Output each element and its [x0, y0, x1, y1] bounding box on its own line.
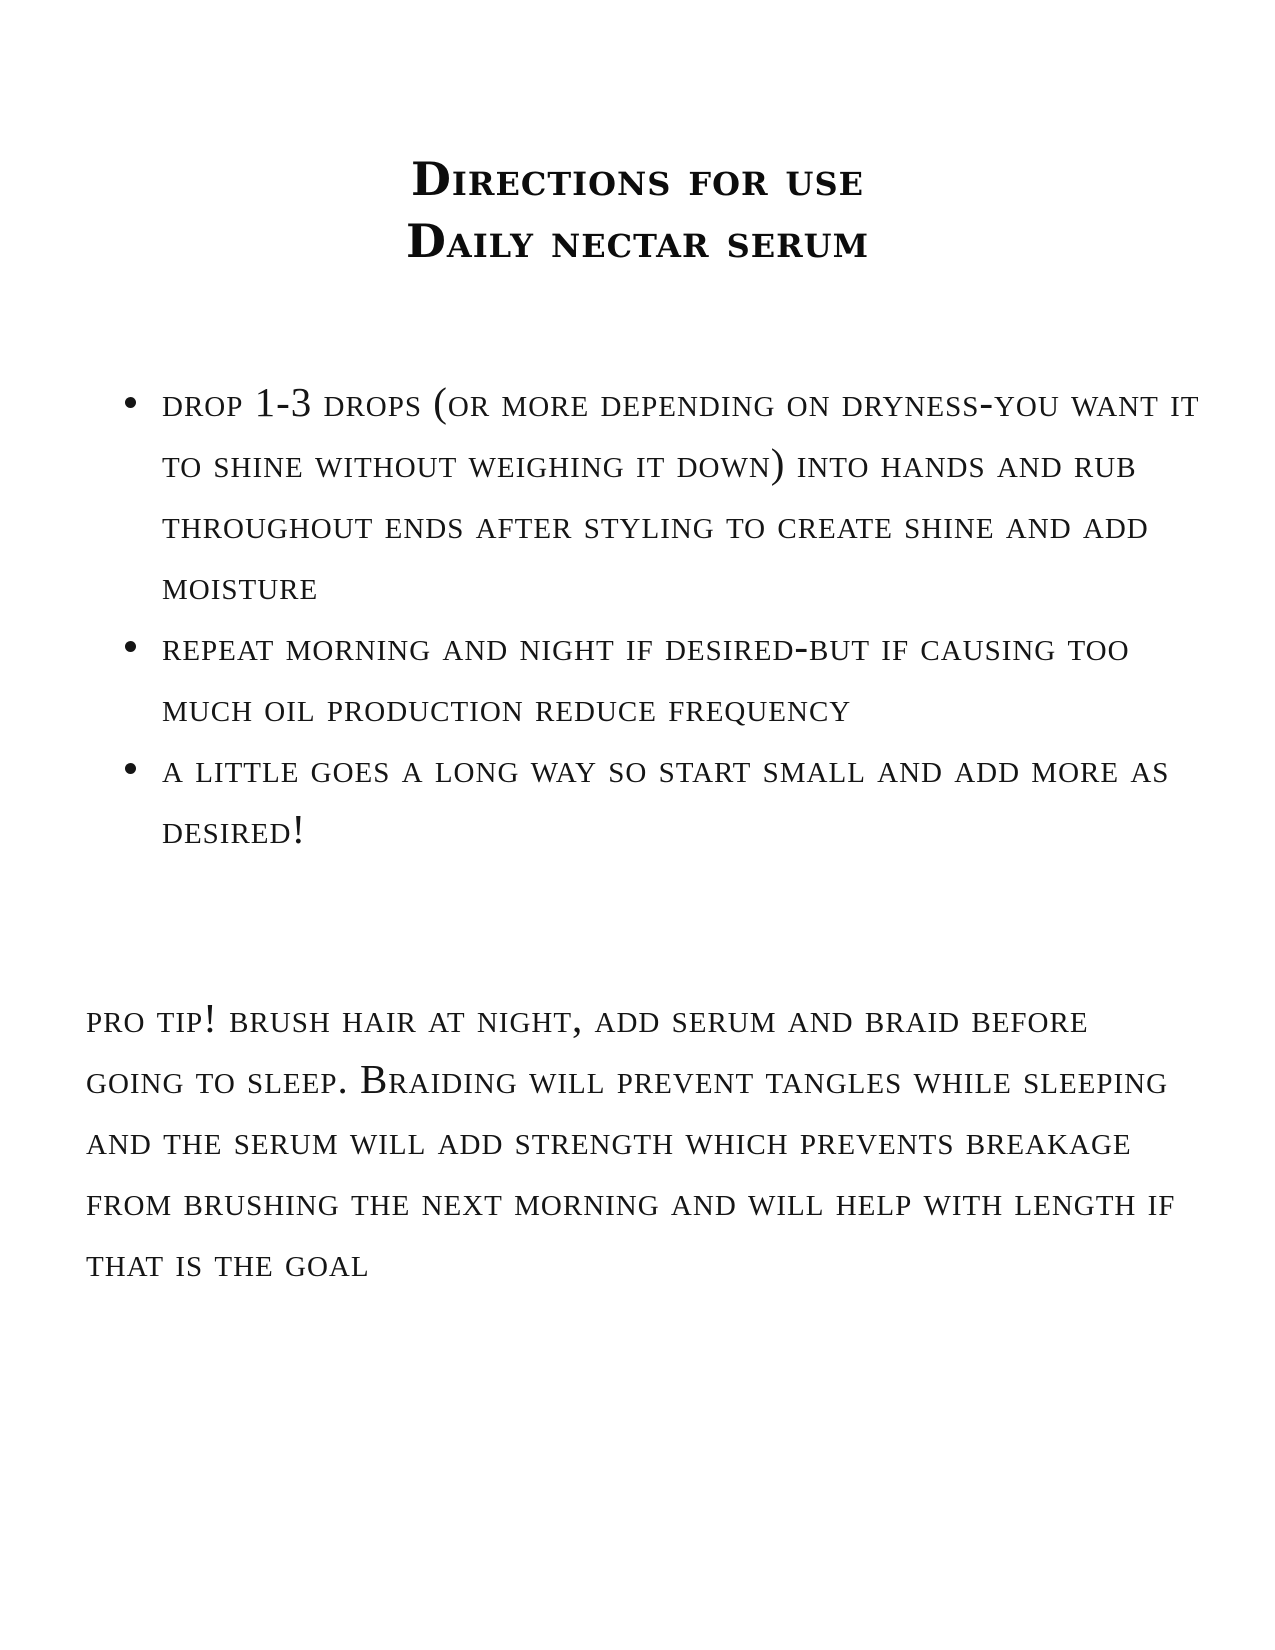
title-line-2: Daily nectar serum: [405, 214, 870, 268]
page-title: [0, 148, 1275, 272]
directions-list: [118, 372, 1208, 860]
bullet-icon: [125, 763, 136, 774]
direction-item: [118, 738, 1208, 860]
pro-tip-paragraph: pro tip! brush hair at night, add serum and braid before going to sleep. Braiding will prevent tangles while sleeping and the serum will add strength which prevents breakage from brushing the next morning and will help with length if that is the goal: [86, 995, 1176, 1285]
direction-item: [118, 616, 1208, 738]
title-line-1: Directions for use: [411, 152, 864, 206]
bullet-icon: [125, 397, 136, 408]
direction-item: [118, 372, 1208, 616]
direction-text: a little goes a long way so start small and add more as desired!: [162, 745, 1170, 852]
bullet-icon: [125, 641, 136, 652]
direction-text: repeat morning and night if desired-but if causing too much oil production reduce frequency: [162, 623, 1130, 730]
direction-text: drop 1-3 drops (or more depending on dryness-you want it to shine without weighing it down) into hands and rub throughout ends after styling to create shine and add moisture: [162, 379, 1200, 608]
